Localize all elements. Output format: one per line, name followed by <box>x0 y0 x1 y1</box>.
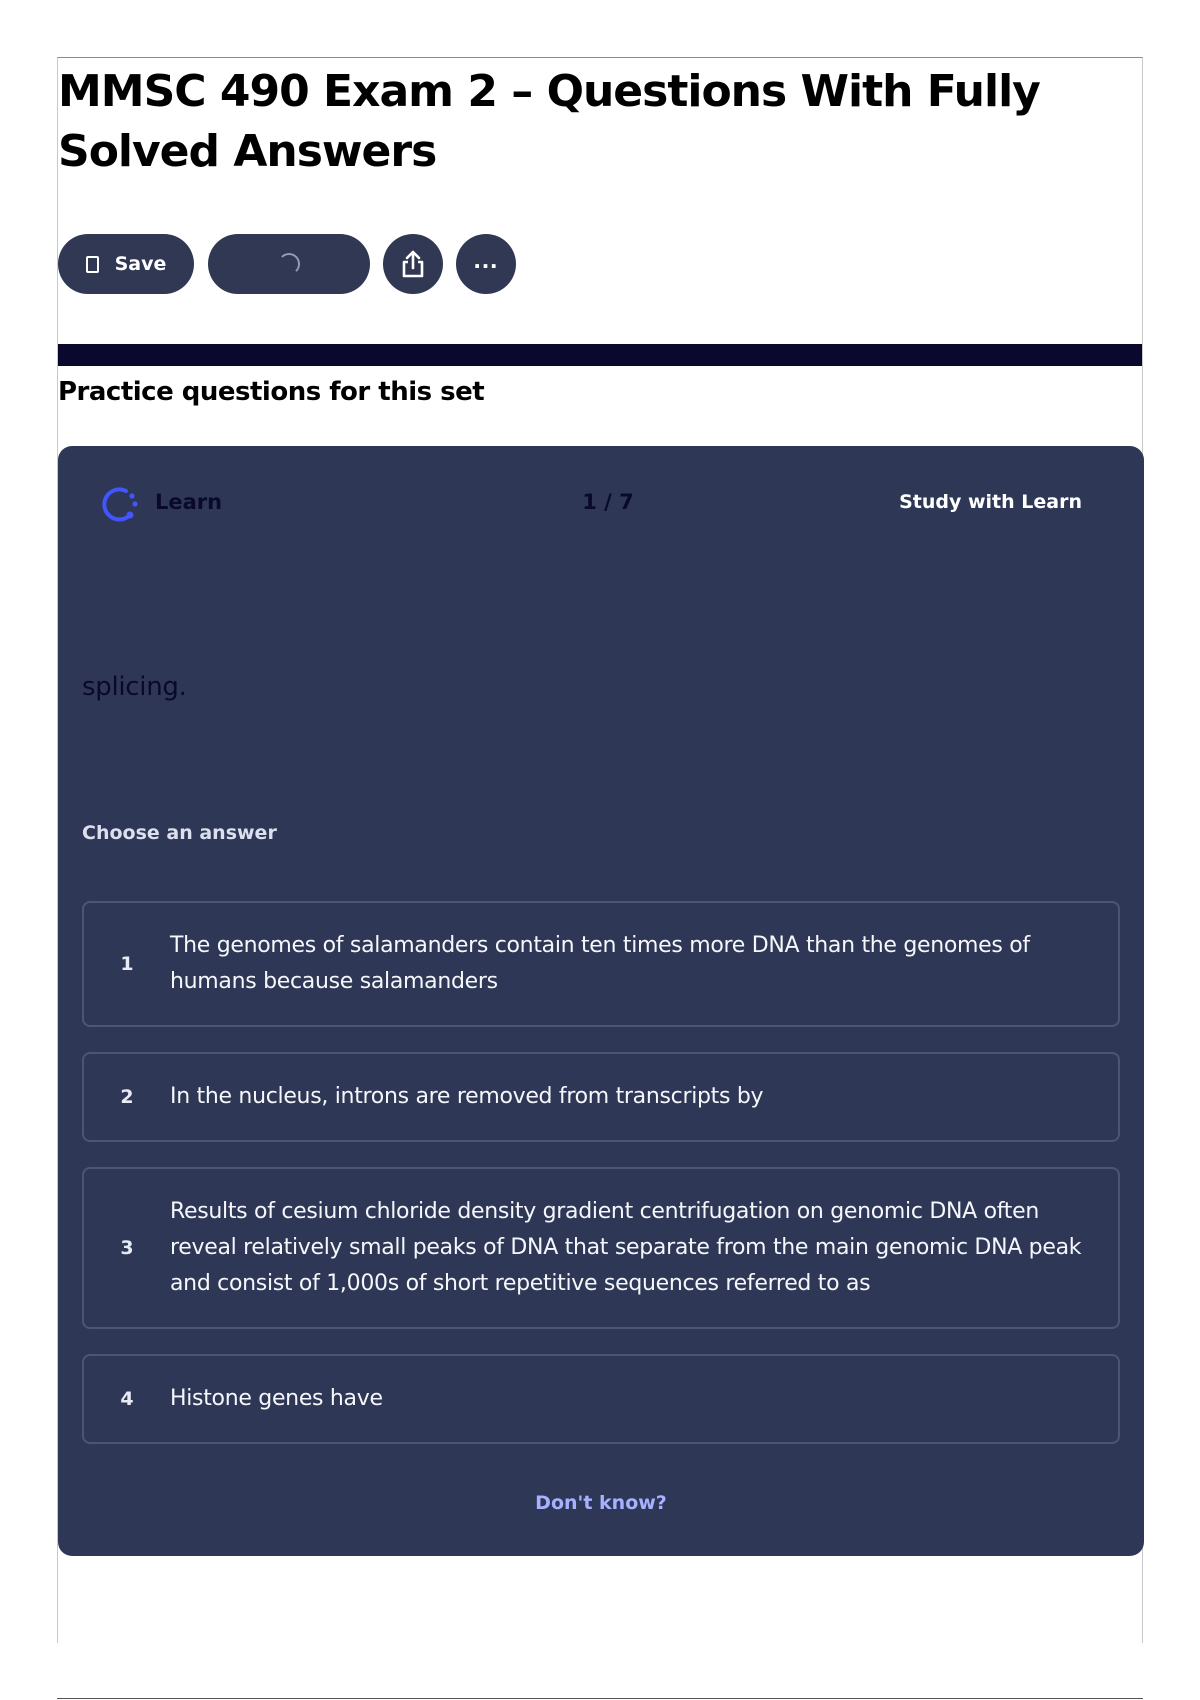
option-number: 2 <box>120 1086 134 1108</box>
option-text: In the nucleus, introns are removed from transcripts by <box>170 1084 764 1109</box>
loading-button[interactable] <box>208 234 370 294</box>
choose-answer-label: Choose an answer <box>82 822 277 844</box>
action-toolbar <box>58 234 516 294</box>
dont-know-link[interactable]: Don't know? <box>535 1492 667 1514</box>
option-number: 3 <box>120 1237 134 1259</box>
question-prompt: splicing. <box>82 672 187 702</box>
answer-option-3[interactable] <box>82 1167 1120 1329</box>
more-options-button[interactable] <box>456 234 516 294</box>
option-text: Results of cesium chloride density gradient centrifugation on genomic DNA often reveal relatively small peaks of DNA that separate from the main genomic DNA peak and consist of 1,000s of short repetitive sequences referred to as <box>170 1199 1082 1296</box>
loading-spinner-icon <box>278 253 300 275</box>
share-button[interactable] <box>383 234 443 294</box>
question-counter: 1 / 7 <box>582 490 634 514</box>
option-number: 4 <box>120 1388 134 1410</box>
answer-option-4[interactable] <box>82 1354 1120 1444</box>
option-text: The genomes of salamanders contain ten times more DNA than the genomes of humans because salamanders <box>170 933 1030 994</box>
bookmark-icon <box>86 256 99 273</box>
practice-question-card <box>58 446 1144 1556</box>
section-divider-bar <box>58 344 1142 366</box>
study-with-learn-link[interactable]: Study with Learn <box>899 491 1082 513</box>
document-page <box>57 57 1143 1643</box>
share-icon <box>399 249 427 279</box>
page-title: MMSC 490 Exam 2 – Questions With Fully Solved Answers <box>58 66 1040 177</box>
option-number: 1 <box>120 953 134 975</box>
page-bottom-divider <box>57 1698 1143 1699</box>
section-title: Practice questions for this set <box>58 377 485 407</box>
option-text: Histone genes have <box>170 1386 383 1411</box>
learn-mode-label: Learn <box>155 490 223 514</box>
answer-option-2[interactable] <box>82 1052 1120 1142</box>
save-button-label: Save <box>114 253 167 275</box>
learn-logo-icon <box>96 482 140 526</box>
more-options-icon: … <box>472 244 500 274</box>
save-button[interactable] <box>58 234 194 294</box>
answer-option-1[interactable] <box>82 901 1120 1027</box>
